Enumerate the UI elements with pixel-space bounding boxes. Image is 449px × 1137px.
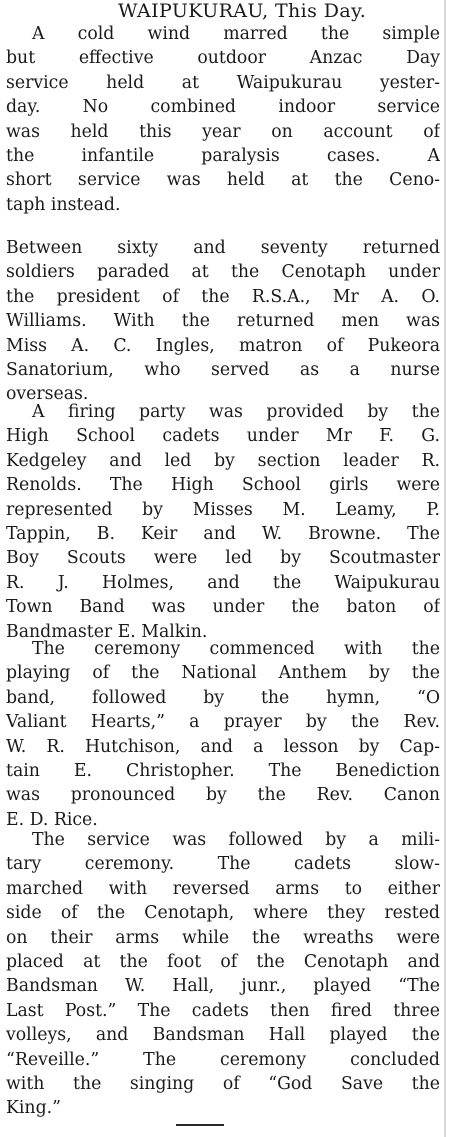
text-line: R. J. Holmes, and the Waipukurau <box>6 572 440 593</box>
end-rule <box>176 1124 224 1126</box>
column-edge-rule <box>444 0 446 1137</box>
text-line: tain E. Christopher. The Benediction <box>6 760 440 781</box>
text-line: Between sixty and seventy returned <box>6 238 440 258</box>
text-line: Boy Scouts were led by Scoutmaster <box>6 548 440 569</box>
text-line: volleys, and Bandsman Hall played the <box>6 1025 440 1046</box>
text-line: side of the Cenotaph, where they rested <box>6 903 440 924</box>
text-line: day. No combined indoor service <box>6 97 440 118</box>
text-line: The service was followed by a mili- <box>32 830 440 850</box>
paragraph-1 <box>6 22 440 217</box>
text-line: but effective outdoor Anzac Day <box>6 48 440 69</box>
paragraph-3 <box>6 400 440 644</box>
text-line: Williams. With the returned men was <box>6 311 440 332</box>
paragraph-5 <box>6 828 440 1121</box>
text-line: marched with reversed arms to either <box>6 878 440 899</box>
text-line: was pronounced by the Rev. Canon <box>6 785 440 806</box>
text-line: represented by Misses M. Leamy, P. <box>6 499 440 520</box>
text-line: A firing party was provided by the <box>32 402 440 422</box>
text-line: Bandsman W. Hall, junr., played “The <box>6 976 440 997</box>
text-line: Town Band was under the baton of <box>6 597 440 618</box>
paragraph-2 <box>6 236 440 407</box>
text-line: was held this year on account of <box>6 121 440 142</box>
text-line: E. D. Rice. <box>6 809 98 830</box>
text-line: “Reveille.” The ceremony concluded <box>6 1049 440 1070</box>
text-line: Tappin, B. Keir and W. Browne. The <box>6 523 440 544</box>
text-line: Sanatorium, who served as a nurse <box>6 359 440 380</box>
dateline-heading: WAIPUKURAU, This Day. <box>118 0 367 22</box>
text-line: High School cadets under Mr F. G. <box>6 426 440 447</box>
text-line: King.” <box>6 1098 61 1119</box>
text-line: the president of the R.S.A., Mr A. O. <box>6 286 440 307</box>
text-line: the infantile paralysis cases. A <box>6 145 440 166</box>
text-line: on their arms while the wreaths were <box>6 927 440 948</box>
text-line: The ceremony commenced with the <box>32 639 440 659</box>
text-line: Bandmaster E. Malkin. <box>6 621 208 642</box>
paragraph-4 <box>6 637 440 832</box>
text-line: taph instead. <box>6 194 121 215</box>
text-line: Renolds. The High School girls were <box>6 475 440 496</box>
text-line: overseas. <box>6 384 89 405</box>
text-line: service held at Waipukurau yester- <box>6 72 440 93</box>
text-line: with the singing of “God Save the <box>6 1073 440 1094</box>
text-line: tary ceremony. The cadets slow- <box>6 854 440 875</box>
text-line: soldiers paraded at the Cenotaph under <box>6 262 440 283</box>
text-line: Kedgeley and led by section leader R. <box>6 450 440 471</box>
text-line: A cold wind marred the simple <box>32 24 440 44</box>
text-line: playing of the National Anthem by the <box>6 663 440 684</box>
text-line: Valiant Hearts,” a prayer by the Rev. <box>6 712 440 733</box>
text-line: W. R. Hutchison, and a lesson by Cap- <box>6 736 440 757</box>
text-line: Last Post.” The cadets then fired three <box>6 1000 440 1021</box>
text-line: placed at the foot of the Cenotaph and <box>6 951 440 972</box>
text-line: short service was held at the Ceno- <box>6 170 440 191</box>
text-line: Miss A. C. Ingles, matron of Pukeora <box>6 335 440 356</box>
text-line: band, followed by the hymn, “O <box>6 687 440 708</box>
